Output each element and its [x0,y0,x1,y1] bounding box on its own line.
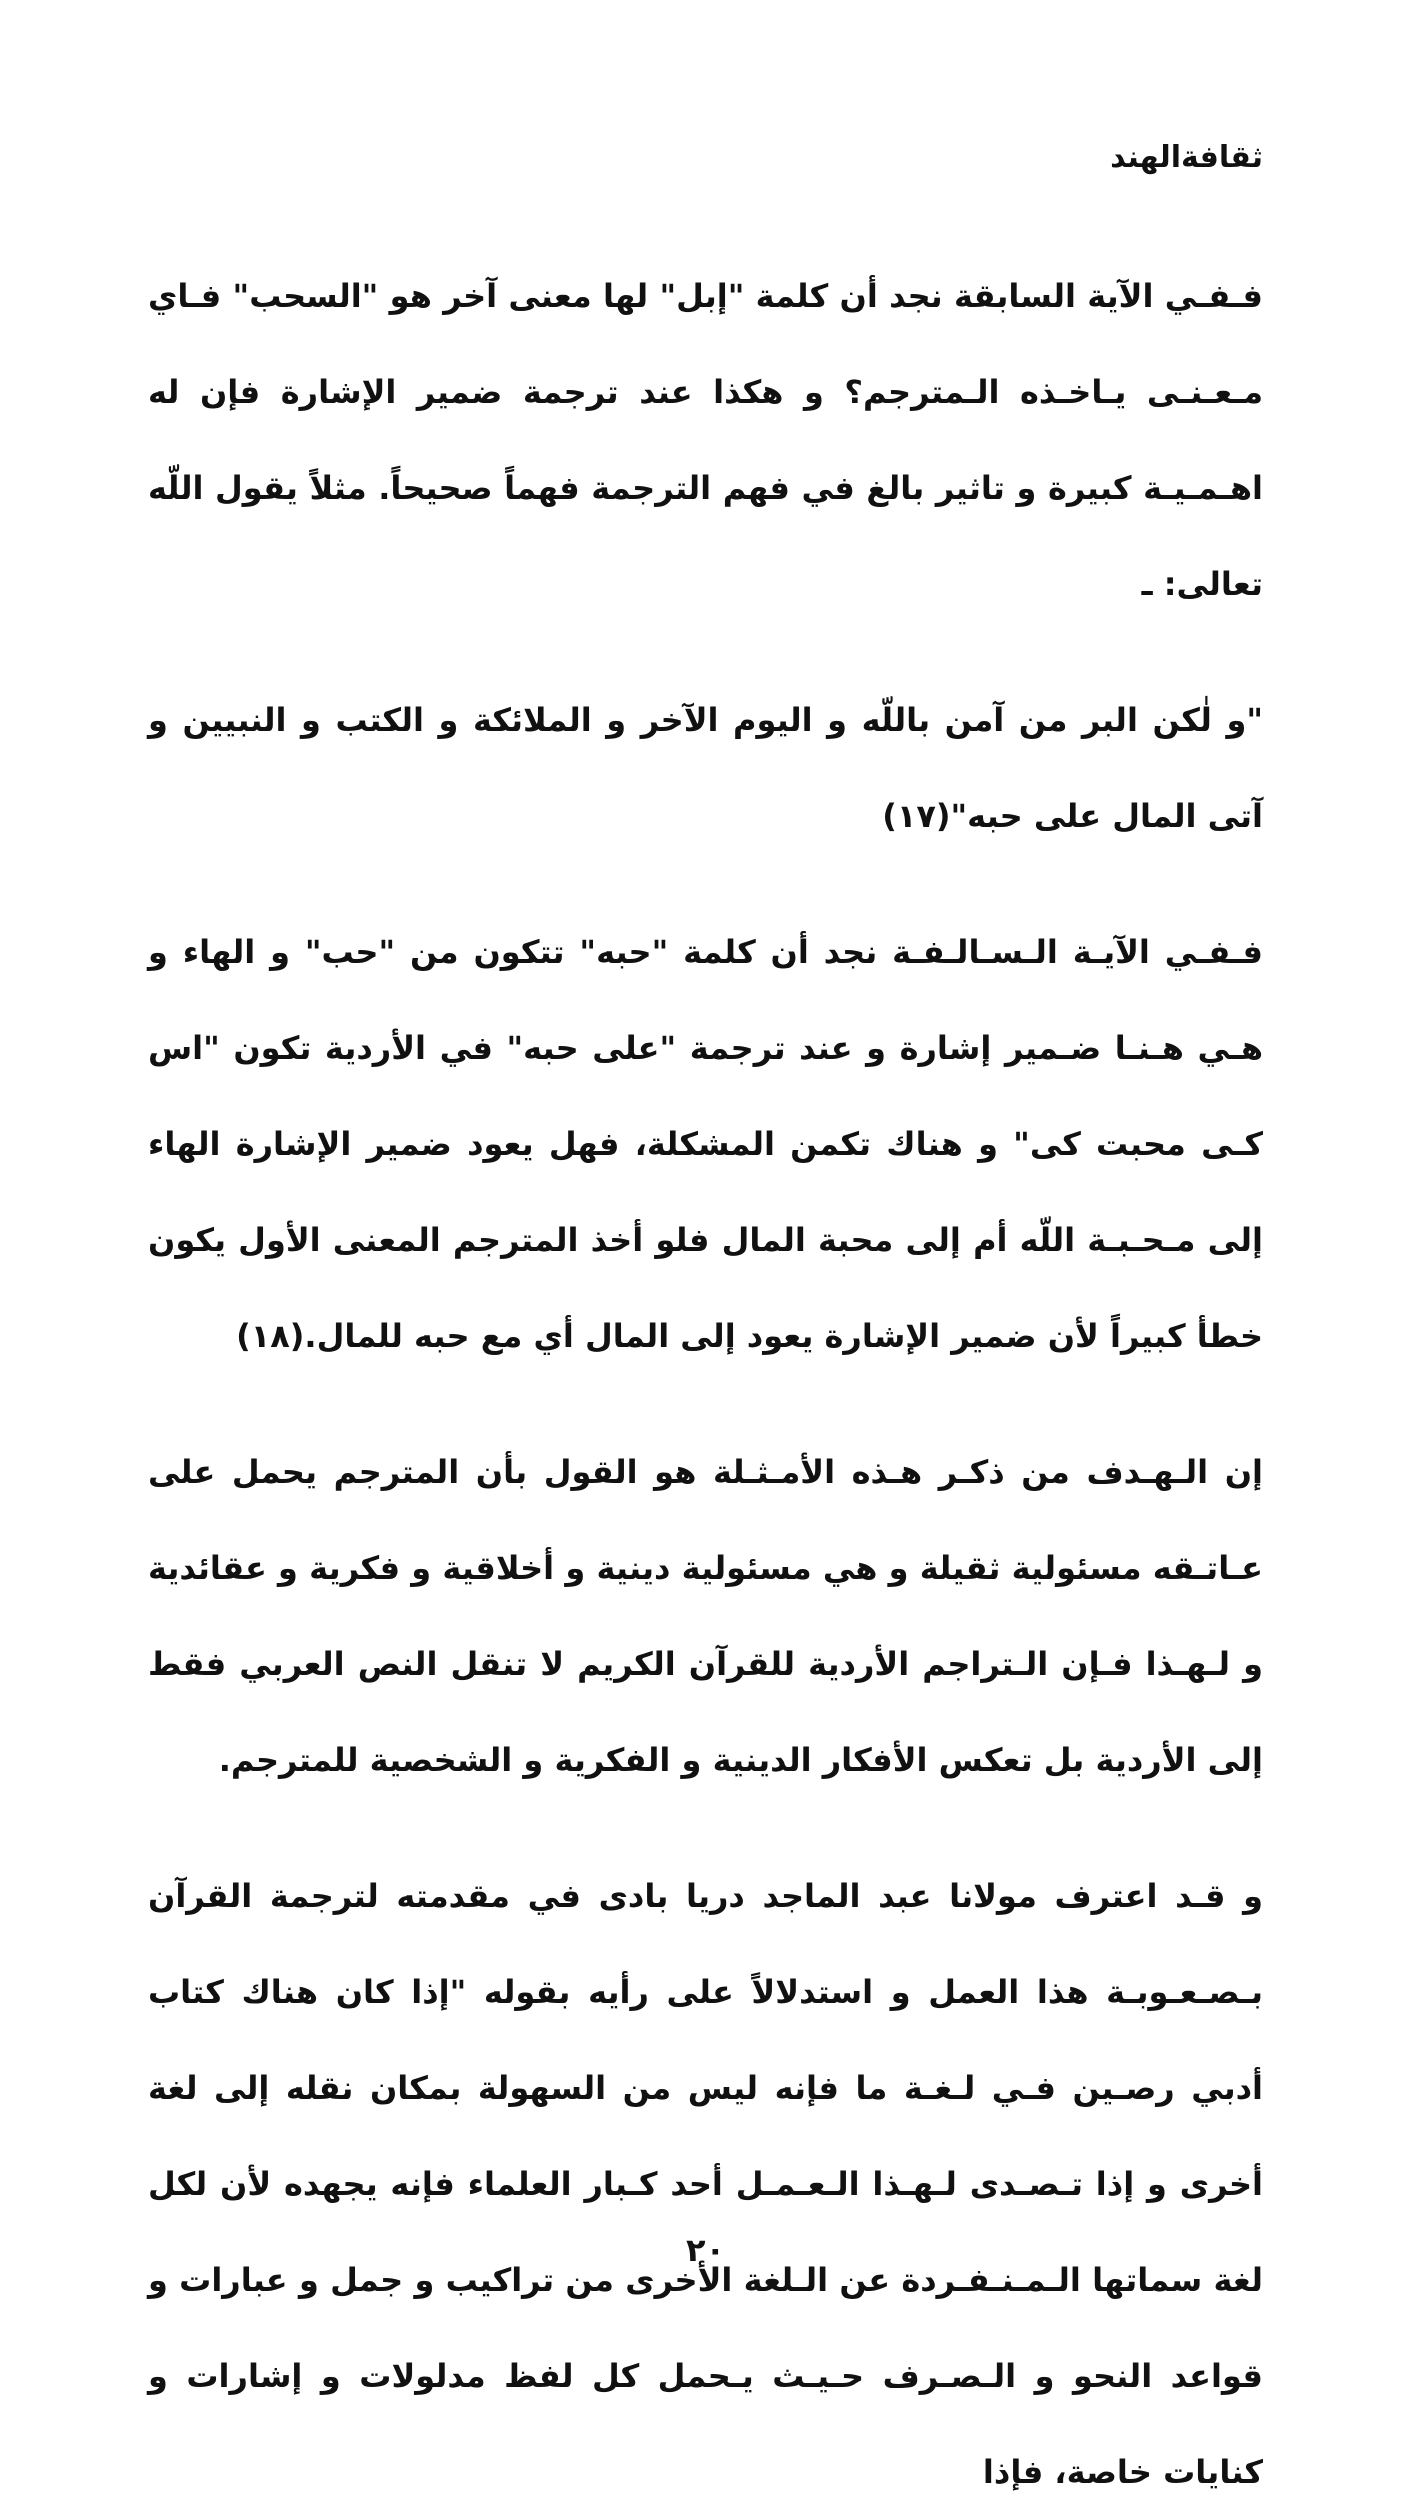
paragraph-3: فـفـي الآيـة الـسـالـفـة نجد أن كلمة "حبه" تتكون من "حب" و الهاء و هـي هـنـا ضـمير إشارة و عند ترجمة "على حبه" في الأردية تكون "اس كـى محبت كى" و هناك تكمن المشكلة، فهل يعود ضمير الإشارة الهاء إلى مـحـبـة اللّه أم إلى محبة المال فلو أخذ المترجم المعنى الأول يكون خطأ كبيراً لأن ضمير الإشارة يعود إلى المال أي مع حبه للمال.(١٨) [148,933,1263,1355]
body-text [148,248,1263,2520]
paragraph-4: إن الـهـدف من ذكـر هـذه الأمـثـلة هو القول بأن المترجم يحمل على عـاتـقه مسئولية ثقيلة و هي مسئولية دينية و أخلاقية و فكرية و عقائدية و لـهـذا فـإن الـتراجم الأردية للقرآن الكريم لا تنقل النص العربي فقط إلى الأردية بل تعكس الأفكار الدينية و الفكرية و الشخصية للمترجم. [148,1453,1263,1779]
paragraph-5: و قـد اعترف مولانا عبد الماجد دريا بادى في مقدمته لترجمة القرآن بـصـعـوبـة هذا العمل و استدلالاً على رأيه بقوله "إذا كان هناك كتاب أدبي رصـين فـي لـغـة ما فإنه ليس من السهولة بمكان نقله إلى لغة أخرى و إذا تـصـدى لـهـذا الـعـمـل أحد كـبار العلماء فإنه يجهده لأن لكل لغة سماتها الـمـنـفـردة عن الـلغة الأخرى من تراكيب و جمل و عبارات و قواعد النحو و الـصـرف حـيـث يـحمل كل لفظ مدلولات و إشارات و كنايات خاصة، فإذا [148,1877,1263,2491]
paragraph-2-quran-quote: "و لٰكن البر من آمن باللّه و اليوم الآخر و الملائكة و الكتب و النبيين و آتى المال على حبه"(١٧) [148,701,1263,835]
running-header-title: ثقافةالهند [1110,140,1263,175]
paragraph-1: فـفـي الآية السابقة نجد أن كلمة "إبل" لها معنى آخر هو "السحب" فـاي مـعـنـى يـاخـذه الـمترجم؟ و هكذا عند ترجمة ضمير الإشارة فإن له اهـمـيـة كبيرة و تاثير بالغ في فهم الترجمة فهماً صحيحاً. مثلاً يقول اللّه تعالى: ـ [148,277,1263,603]
page-number: ٢٠ [685,2231,726,2269]
